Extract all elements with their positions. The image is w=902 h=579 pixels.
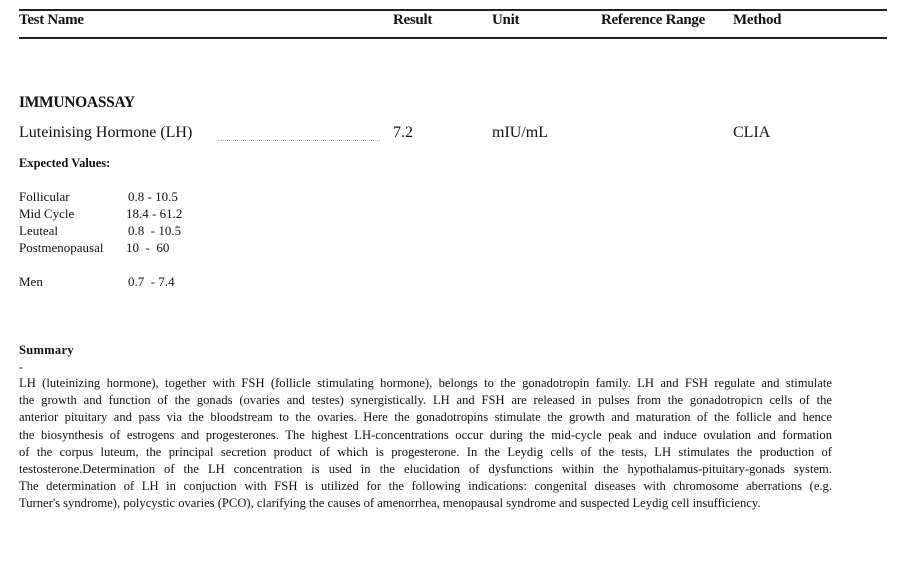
- summary-line: LH (luteinizing hormone), together with FSH (follicle stimulating hormone), belongs to the gonadotropin family. LH and FSH regulate and stimulate: [19, 376, 832, 390]
- col-unit: Unit: [492, 12, 520, 28]
- summary-line: of the corpus luteum, the principal secretion product of which is progesterone. In the Leydig cells of the tests, LH stimulates the production of: [19, 444, 832, 459]
- col-reference-range: Reference Range: [601, 12, 705, 28]
- col-method: Method: [733, 12, 782, 28]
- col-result: Result: [393, 12, 433, 28]
- test-unit: mIU/mL: [492, 124, 548, 141]
- range-label: Follicular: [19, 189, 70, 204]
- range-value: 0.7 - 7.4: [128, 274, 175, 289]
- range-label: Men: [19, 274, 43, 289]
- summary-line: the biosynthesis of estrogens and progesterones. The highest LH-concentrations occur during the mid-cycle peak and induce ovulation and formation: [19, 427, 832, 442]
- range-label: Mid Cycle: [19, 206, 75, 221]
- dotted-leader: [218, 140, 380, 141]
- expected-values-title: Expected Values:: [19, 156, 111, 170]
- summary-line: testosterone.Determination of the LH concentration is used in the elucidation of dysfunctions within the hypothalamus-pituitary-gonads system.: [19, 462, 832, 477]
- section-title: IMMUNOASSAY: [19, 94, 135, 111]
- range-value: 10 - 60: [126, 240, 170, 255]
- test-method: CLIA: [733, 124, 771, 141]
- summary-title: Summary: [19, 343, 74, 357]
- range-value: 0.8 - 10.5: [128, 189, 178, 204]
- test-name: Luteinising Hormone (LH): [19, 124, 193, 141]
- range-value: 0.8 - 10.5: [128, 223, 182, 238]
- summary-line: Turner's syndrome), polycystic ovaries (PCO), clarifying the causes of amenorrhea, menopausal syndrome and suspected Leydig cell insufficiency.: [19, 496, 761, 511]
- test-result: 7.2: [393, 124, 413, 141]
- summary-dash: -: [19, 360, 23, 374]
- summary-line: The determination of LH in conjuction with FSH is utilized for the following indications: congenital diseases with chromosome aberrations (e.g.: [19, 479, 832, 494]
- summary-line: the growth and function of the gonads (ovaries and testes) synergistically. LH and FSH are released in pulses from the gonadotropicn cells of the: [19, 393, 832, 408]
- range-label: Postmenopausal: [19, 240, 104, 255]
- summary-paragraph: [19, 375, 832, 513]
- range-value: 18.4 - 61.2: [126, 206, 183, 221]
- header-bottom-rule: [19, 37, 887, 39]
- col-test-name: Test Name: [19, 12, 84, 28]
- range-label: Leuteal: [19, 223, 58, 238]
- header-top-rule: [19, 9, 887, 11]
- summary-line: anterior pituitary and pass via the bloodstream to the ovaries. Here the gonadotropins stimulate the growth and maturation of the follicle and hence: [19, 410, 832, 425]
